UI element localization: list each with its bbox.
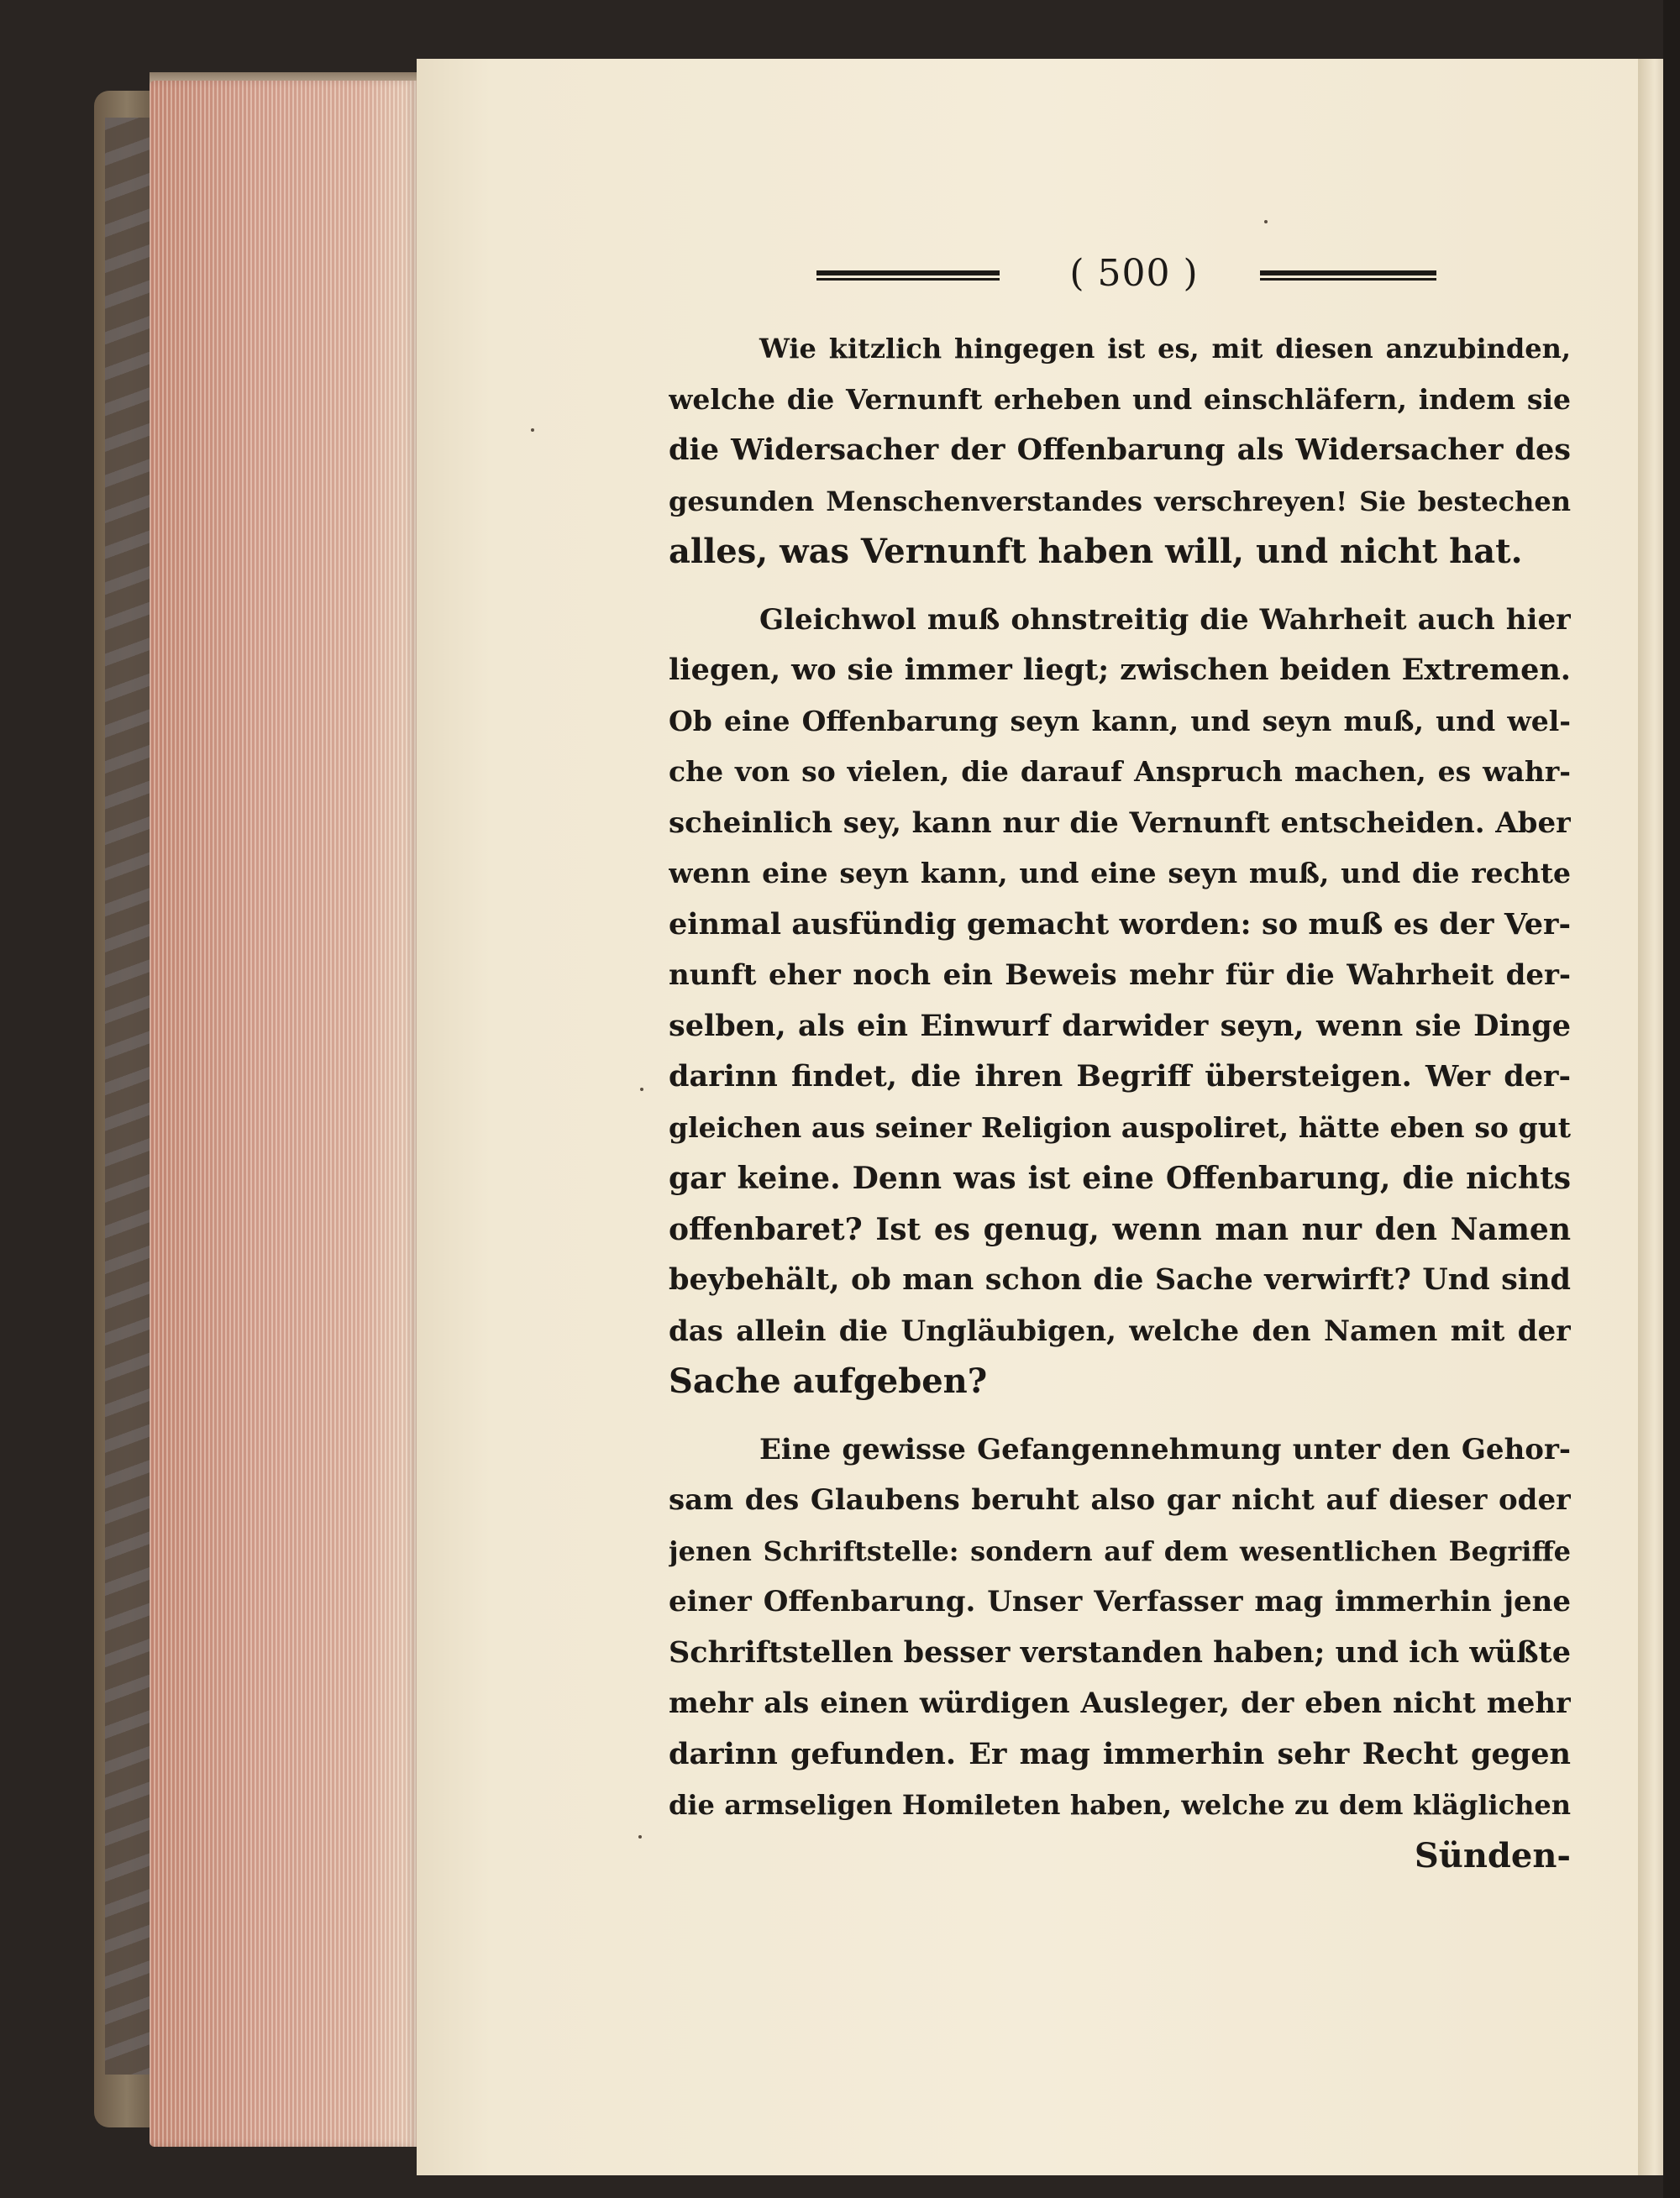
text-line: Gleichwol muß ohnstreitig die Wahrheit auch hier <box>759 602 1571 637</box>
text-line: gleichen aus seiner Religion auspoliret, hätte eben so gut <box>669 1110 1571 1144</box>
text-line: scheinlich sey, kann nur die Vernunft entscheiden. Aber <box>669 805 1571 840</box>
header-rule-left <box>816 270 1000 281</box>
text-line: die Widersacher der Offenbarung als Widersacher des <box>669 433 1571 467</box>
text-line: jenen Schriftstelle: sondern auf dem wesentlichen Begriffe <box>669 1534 1571 1567</box>
text-line: Schriftstellen besser verstanden haben; und ich wüßte <box>669 1634 1571 1670</box>
text-line: gar keine. Denn was ist eine Offenbarung, die nichts <box>669 1161 1571 1196</box>
text-line: die armseligen Homileten haben, welche zu dem kläglichen <box>669 1789 1571 1821</box>
text-line: beybehält, ob man schon die Sache verwirft? Und sind <box>669 1262 1571 1297</box>
text-line: selben, als ein Einwurf darwider seyn, wenn sie Dinge <box>669 1008 1571 1043</box>
paragraph-2 <box>669 595 1571 1408</box>
page-header <box>806 252 1445 302</box>
text-line: gesunden Menschenverstandes verschreyen! Sie bestechen <box>669 485 1571 517</box>
text-line: darinn findet, die ihren Begriff übersteigen. Wer der- <box>669 1059 1571 1094</box>
text-line: liegen, wo sie immer liegt; zwischen beiden Extremen. <box>669 653 1571 687</box>
text-line: welche die Vernunft erheben und einschläfern, indem sie <box>669 382 1571 416</box>
text-line: sam des Glaubens beruht also gar nicht auf dieser oder <box>669 1483 1571 1517</box>
page-stack-edge <box>150 81 417 2147</box>
paper-speck <box>1264 220 1268 223</box>
text-line: offenbaret? Ist es genug, wenn man nur den Namen <box>669 1211 1571 1247</box>
text-line: einer Offenbarung. Unser Verfasser mag immerhin jene <box>669 1585 1571 1618</box>
page-text <box>669 323 1571 1881</box>
paper-speck <box>640 1088 643 1091</box>
text-line: Wie kitzlich hingegen ist es, mit diesen anzubinden, <box>759 333 1571 365</box>
paper-speck <box>638 1835 642 1839</box>
text-line: mehr als einen würdigen Ausleger, der eben nicht mehr <box>669 1687 1571 1720</box>
text-line: nunft eher noch ein Beweis mehr für die Wahrheit der- <box>669 958 1571 992</box>
text-line: das allein die Ungläubigen, welche den Namen mit der <box>669 1314 1571 1348</box>
paragraph-1 <box>669 323 1571 578</box>
text-line: wenn eine seyn kann, und eine seyn muß, und die rechte <box>669 857 1571 889</box>
catchword: Sünden- <box>1414 1835 1571 1875</box>
text-line: einmal ausfündig gemacht worden: so muß es der Ver- <box>669 906 1571 942</box>
text-line: Ob eine Offenbarung seyn kann, und seyn muß, und wel- <box>669 704 1571 737</box>
page-number: ( 500 ) <box>1069 252 1199 295</box>
text-line: Eine gewisse Gefangennehmung unter den Gehor- <box>759 1432 1571 1466</box>
facing-page-edge <box>1663 0 1680 2198</box>
text-line: che von so vielen, die darauf Anspruch machen, es wahr- <box>669 755 1571 788</box>
text-line: Sache aufgeben? <box>669 1361 988 1401</box>
paragraph-3 <box>669 1424 1571 1831</box>
text-line: alles, was Vernunft haben will, und nicht hat. <box>669 532 1523 571</box>
paper-speck <box>531 428 534 432</box>
header-rule-right <box>1260 270 1436 281</box>
text-line: darinn gefunden. Er mag immerhin sehr Recht gegen <box>669 1736 1571 1771</box>
